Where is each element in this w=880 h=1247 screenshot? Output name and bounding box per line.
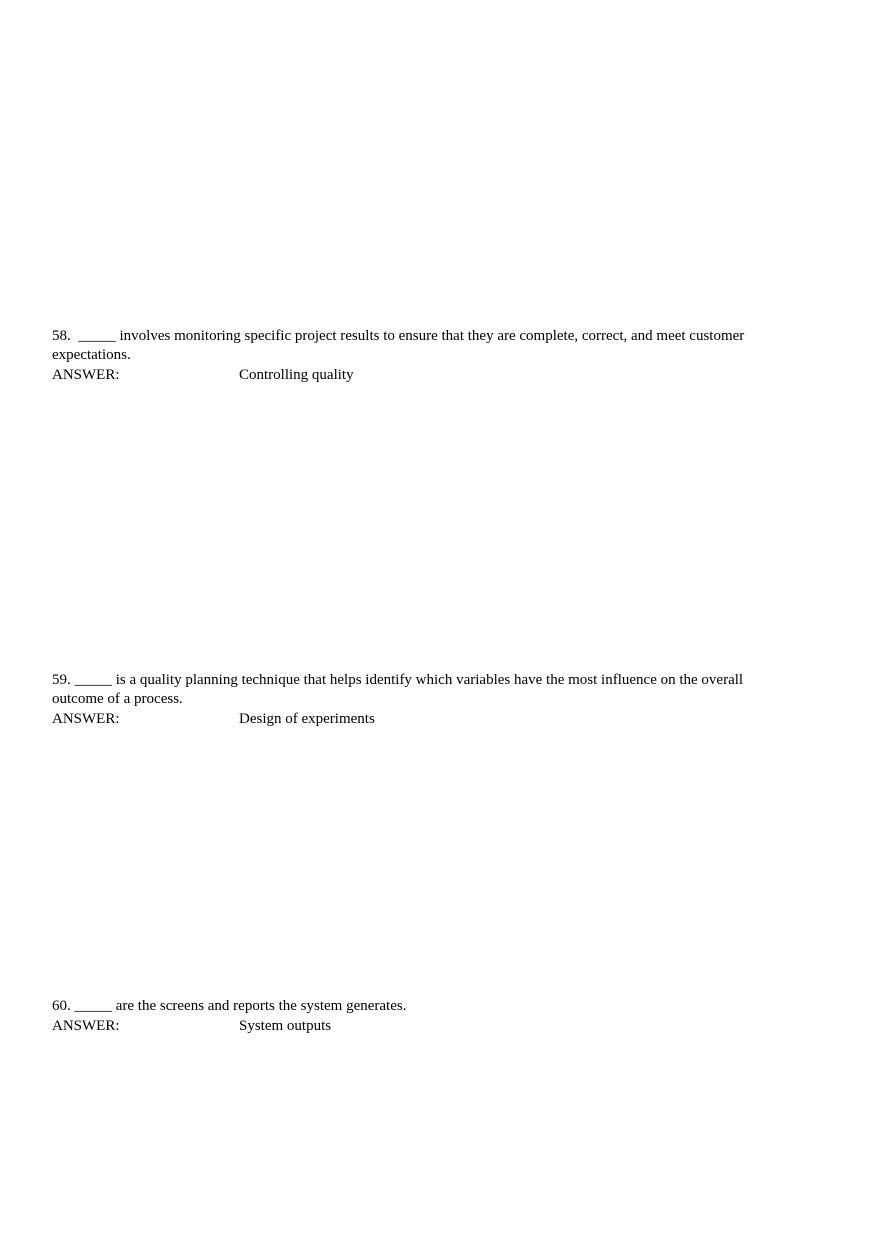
question-number: 59. bbox=[52, 672, 71, 688]
answer-label: ANSWER: bbox=[52, 711, 120, 727]
question-prompt: _____ is a quality planning technique that helps identify which variables have the most influence on the overall outcome of a process. bbox=[52, 672, 744, 707]
question-number: 58. bbox=[52, 328, 71, 344]
answer-value: Design of experiments bbox=[239, 711, 375, 727]
answer-value: System outputs bbox=[239, 1018, 332, 1034]
answer-label: ANSWER: bbox=[52, 367, 120, 383]
question-prompt: _____ involves monitoring specific project results to ensure that they are complete, correct, and meet customer expectations. bbox=[52, 328, 745, 363]
question-58 bbox=[52, 327, 792, 386]
answer-row bbox=[52, 1017, 792, 1037]
question-number: 60. bbox=[52, 998, 71, 1014]
question-text bbox=[52, 997, 792, 1016]
answer-label: ANSWER: bbox=[52, 1018, 120, 1034]
question-59 bbox=[52, 671, 792, 730]
answer-value: Controlling quality bbox=[239, 367, 354, 383]
question-prompt: _____ are the screens and reports the system generates. bbox=[74, 998, 407, 1014]
answer-row bbox=[52, 366, 792, 386]
question-60 bbox=[52, 997, 792, 1037]
question-text bbox=[52, 671, 792, 709]
answer-row bbox=[52, 710, 792, 730]
question-text bbox=[52, 327, 792, 365]
